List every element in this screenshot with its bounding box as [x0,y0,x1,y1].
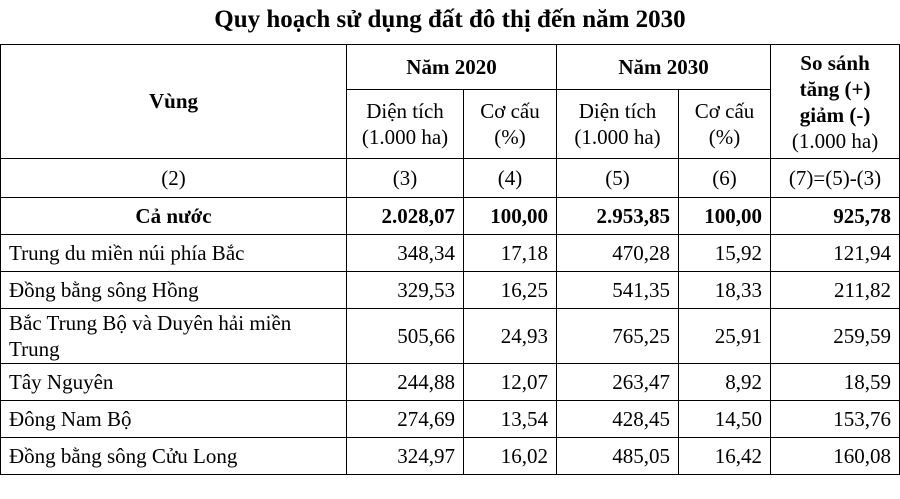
area-2030-cell: 2.953,85 [557,198,679,235]
region-name: Trung du miền núi phía Bắc [1,235,347,272]
header-year-2020: Năm 2020 [347,45,557,90]
share-2030-cell: 14,50 [679,401,771,438]
table-row [1,272,900,309]
area-2020-cell: 348,34 [347,235,464,272]
region-name: Bắc Trung Bộ và Duyên hải miền Trung [1,309,347,364]
share-2020-cell: 17,18 [464,235,557,272]
land-use-table [0,44,900,475]
region-name: Đồng bằng sông Hồng [1,272,347,309]
table-row [1,401,900,438]
header-share-2030: Cơ cấu (%) [679,90,771,159]
header-area-2020: Diện tích (1.000 ha) [347,90,464,159]
area-2030-cell: 541,35 [557,272,679,309]
index-cell: (7)=(5)-(3) [771,159,900,198]
region-name: Đồng bằng sông Cửu Long [1,438,347,475]
share-2030-cell: 16,42 [679,438,771,475]
total-row [1,198,900,235]
share-2030-cell: 100,00 [679,198,771,235]
diff-cell: 259,59 [771,309,900,364]
header-row-1 [1,45,900,90]
diff-cell: 160,08 [771,438,900,475]
diff-cell: 153,76 [771,401,900,438]
index-cell: (4) [464,159,557,198]
header-area-2030: Diện tích (1.000 ha) [557,90,679,159]
region-name: Tây Nguyên [1,364,347,401]
area-2020-cell: 2.028,07 [347,198,464,235]
diff-cell: 925,78 [771,198,900,235]
share-2020-cell: 16,25 [464,272,557,309]
area-2030-cell: 470,28 [557,235,679,272]
header-region: Vùng [1,45,347,159]
header-compare [771,45,900,159]
header-compare-unit: (1.000 ha) [791,128,879,153]
area-2020-cell: 274,69 [347,401,464,438]
header-share-2020: Cơ cấu (%) [464,90,557,159]
index-cell: (6) [679,159,771,198]
index-cell: (3) [347,159,464,198]
share-2020-cell: 12,07 [464,364,557,401]
area-2030-cell: 263,47 [557,364,679,401]
header-compare-label: So sánh tăng (+) giảm (-) [799,50,871,127]
index-cell: (2) [1,159,347,198]
area-2020-cell: 324,97 [347,438,464,475]
share-2030-cell: 18,33 [679,272,771,309]
share-2030-cell: 25,91 [679,309,771,364]
share-2030-cell: 8,92 [679,364,771,401]
index-cell: (5) [557,159,679,198]
column-index-row [1,159,900,198]
area-2020-cell: 329,53 [347,272,464,309]
area-2030-cell: 765,25 [557,309,679,364]
share-2020-cell: 13,54 [464,401,557,438]
table-row [1,364,900,401]
region-name: Cả nước [1,198,347,235]
share-2020-cell: 100,00 [464,198,557,235]
table-row [1,235,900,272]
table-row [1,438,900,475]
area-2020-cell: 244,88 [347,364,464,401]
diff-cell: 121,94 [771,235,900,272]
region-name: Đông Nam Bộ [1,401,347,438]
header-year-2030: Năm 2030 [557,45,771,90]
area-2030-cell: 428,45 [557,401,679,438]
area-2020-cell: 505,66 [347,309,464,364]
diff-cell: 18,59 [771,364,900,401]
table-title: Quy hoạch sử dụng đất đô thị đến năm 2030 [214,6,686,33]
table-row [1,309,900,364]
area-2030-cell: 485,05 [557,438,679,475]
share-2020-cell: 16,02 [464,438,557,475]
share-2030-cell: 15,92 [679,235,771,272]
diff-cell: 211,82 [771,272,900,309]
share-2020-cell: 24,93 [464,309,557,364]
